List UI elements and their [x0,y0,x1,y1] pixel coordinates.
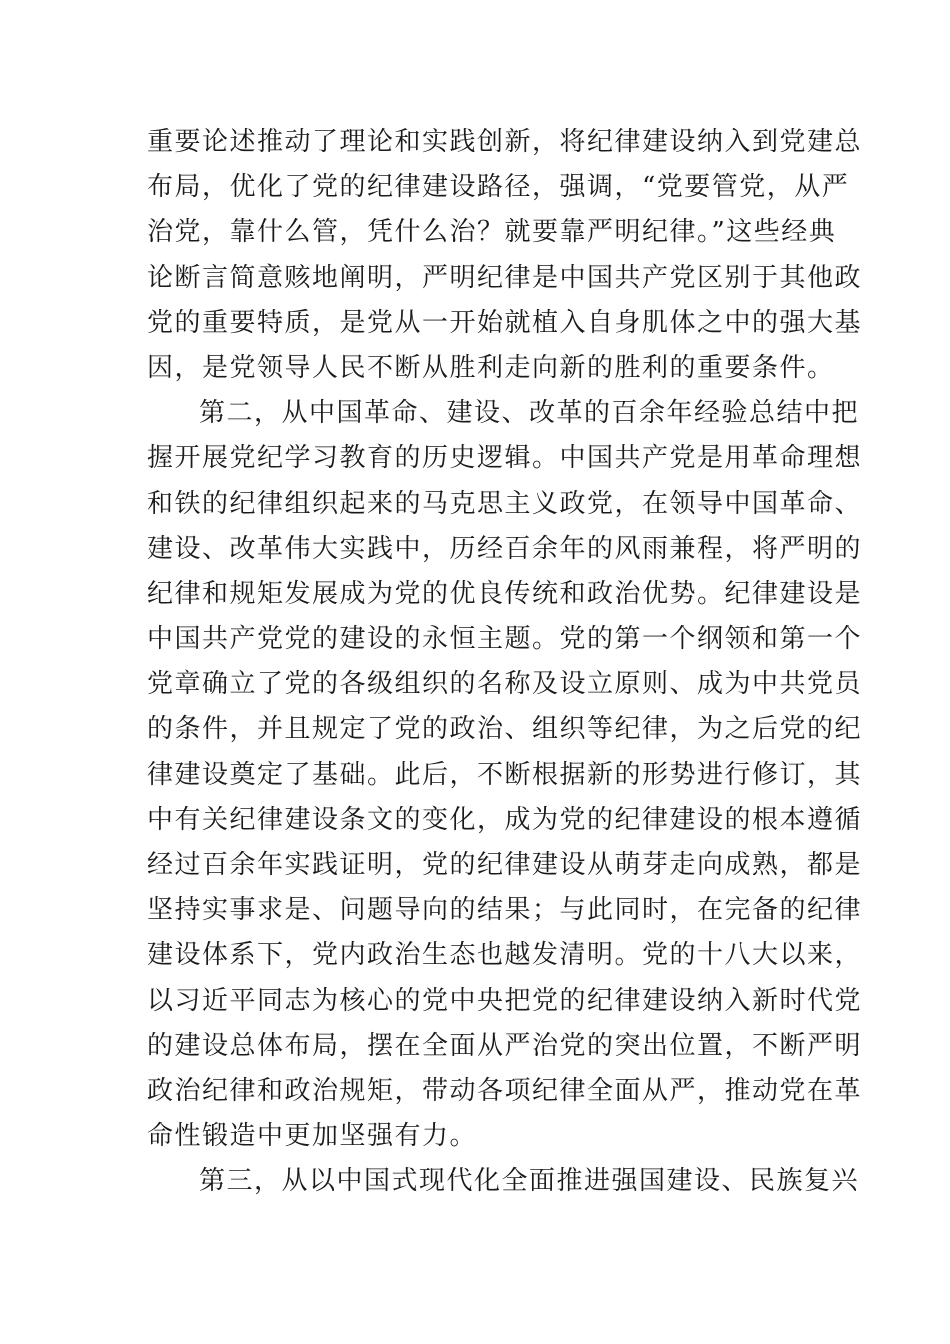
paragraph-start-line: 第三，从以中国式现代化全面推进强国建设、民族复兴 [199,1166,860,1197]
text-line: 的条件，并且规定了党的政治、组织等纪律，为之后党的纪 [147,714,863,745]
text-line: 握开展党纪学习教育的历史逻辑。中国共产党是用革命理想 [147,443,863,474]
text-line: 党章确立了党的各级组织的名称及设立原则、成为中共党员 [147,669,863,700]
text-line: 布局，优化了党的纪律建设路径，强调，“党要管党，从严 [147,172,850,203]
text-line: 中国共产党党的建设的永恒主题。党的第一个纲领和第一个 [147,624,863,655]
text-line: 经过百余年实践证明，党的纪律建设从萌芽走向成熟，都是 [147,850,863,880]
text-line: 命性锻造中更加坚强有力。 [147,1121,478,1152]
text-line: 政治纪律和政治规矩，带动各项纪律全面从严，推动党在革 [147,1075,863,1106]
text-line: 建设体系下，党内政治生态也越发清明。党的十八大以来， [147,940,863,971]
text-line: 以习近平同志为核心的党中央把党的纪律建设纳入新时代党 [147,985,863,1016]
text-line: 重要论述推动了理论和实践创新，将纪律建设纳入到党建总 [147,127,863,157]
text-line: 坚持实事求是、问题导向的结果；与此同时，在完备的纪律 [147,895,863,926]
text-line: 和铁的纪律组织起来的马克思主义政党，在领导中国革命、 [147,488,863,519]
document-body [147,120,863,1205]
text-line: 律建设奠定了基础。此后，不断根据新的形势进行修订，其 [147,759,863,790]
text-line: 中有关纪律建设条文的变化，成为党的纪律建设的根本遵循 [147,804,863,835]
text-line: 的建设总体布局，摆在全面从严治党的突出位置，不断严明 [147,1030,863,1061]
text-line: 论断言简意赅地阐明，严明纪律是中国共产党区别于其他政 [147,262,863,293]
text-line: 因，是党领导人民不断从胜利走向新的胜利的重要条件。 [147,352,835,383]
paragraph-start-line: 第二，从中国革命、建设、改革的百余年经验总结中把 [199,398,860,429]
text-line: 建设、改革伟大实践中，历经百余年的风雨兼程，将严明的 [147,533,863,564]
text-line: 纪律和规矩发展成为党的优良传统和政治优势。纪律建设是 [147,578,863,609]
text-line: 治党，靠什么管，凭什么治？就要靠严明纪律。”这些经典 [147,217,837,248]
text-line: 党的重要特质，是党从一开始就植入自身肌体之中的强大基 [147,307,863,338]
